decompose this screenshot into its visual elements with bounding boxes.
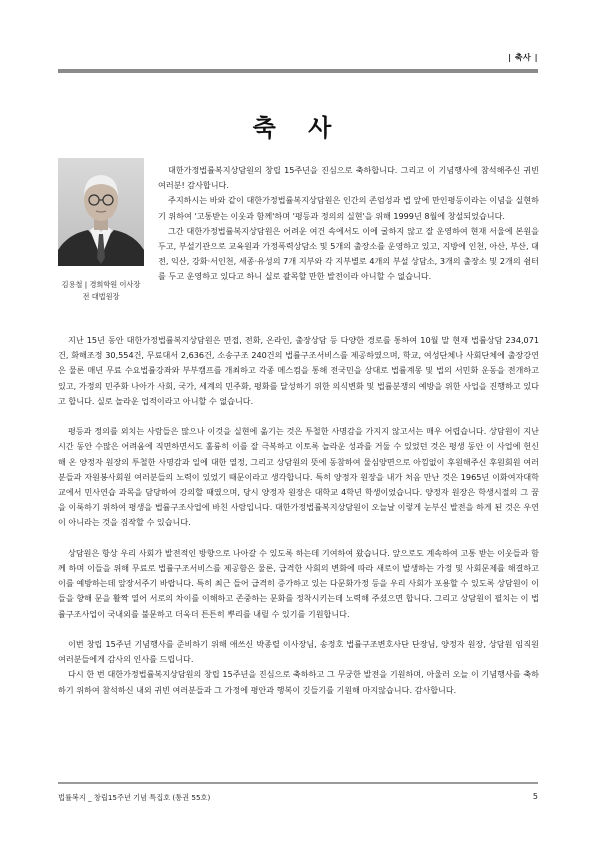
- intro-text: [158, 163, 539, 285]
- body-text: [58, 333, 539, 698]
- body-paragraph: 다시 한 번 대한가정법률복지상담원의 창립 15주년을 진심으로 축하하고 그 무궁한 발전을 기원하며, 아울러 오늘 이 기념행사를 축하하기 위하여 참석하신 내외 귀빈 여러분들과 그 가정에 평안과 행복이 깃들기를 기원해 마지않습니다. 감사합니다.: [58, 669, 539, 695]
- page-title: 축 사: [252, 113, 344, 142]
- intro-paragraph: 그간 대한가정법률복지상담원은 어려운 여건 속에서도 이에 굴하지 않고 잘 운영하여 현재 서울에 본원을 두고, 부설기관으로 교육원과 가정폭력상담소 및 5개의 출장소를 운영하고 있고, 지방에 인천, 아산, 부산, 대전, 익산, 강화·서인천, 세종·유성의 7개 지부와 각 지부별로 4개의 부설 상담소, 3개의 출장소 및 2개의 쉼터를 두고 운영하고 있다고 하니 실로 괄목할 만한 발전이라 아니할 수 없습니다.: [158, 225, 539, 282]
- page-number: 5: [532, 792, 538, 801]
- footer-publication: 법률복지 _ 창립15주년 기념 특집호 (통권 55호): [58, 793, 211, 802]
- body-paragraph: 상담원은 항상 우리 사회가 발전적인 방향으로 나아갈 수 있도록 하는데 기여하여 왔습니다. 앞으로도 계속하여 고통 받는 이웃들과 함께 하며 이들을 위해 무료로 법률구조서비스를 제공함은 물론, 급격한 사회의 변화에 따라 새로이 발생하는 가정 및 사회문제를 해결하고 이를 예방하는데 앞장서주기 바랍니다. 특히 최근 들어 급격히 증가하고 있는 다문화가정 등을 우리 사회가 포용할 수 있도록 상담원이 이들을 향해 문을 활짝 열어 서로의 차이를 이해하고 존중하는 문화를 정착시키는데 노력해 주셨으면 합니다. 그리고 상담원이 펼치는 이 법률구조사업이 국내외를 불문하고 더욱더 튼튼히 뿌리를 내릴 수 있기를 기원합니다.: [58, 547, 539, 619]
- author-portrait-image: [58, 158, 144, 266]
- author-name-title: 김용철 | 경희학원 이사장: [61, 280, 141, 289]
- author-former-title: 전 대법원장: [82, 292, 120, 301]
- author-photo: [58, 158, 144, 266]
- body-paragraph: 이번 창립 15주년 기념행사를 준비하기 위해 애쓰신 박종렬 이사장님, 송정호 법률구조변호사단 단장님, 양정자 원장, 상담원 임직원 여러분들에게 감사의 인사를 드립니다.: [58, 639, 539, 665]
- author-caption: [58, 279, 144, 303]
- footer-rule: [58, 782, 538, 784]
- body-paragraph: 평등과 정의를 외치는 사람들은 많으나 이것을 실현에 옮기는 것은 투철한 사명감을 가지지 않고서는 매우 어렵습니다. 상담원이 지난 시간 동안 수많은 어려움에 직면하면서도 훌륭히 이를 잘 극복하고 이토록 놀라운 성과를 거둘 수 있었던 것은 평생 동안 이 사업에 헌신해 온 양정자 원장의 투철한 사명감과 일에 대한 열정, 그리고 상담원의 뜻에 동참하여 물심양면으로 아낌없이 후원해주신 후원회원 여러분들과 자원봉사회원 여러분들의 노력이 있었기 때문이라고 생각합니다. 특히 양정자 원장을 내가 처음 만난 것은 1965년 이화여자대학교에서 민사연습 과목을 담당하여 강의할 때였으며, 당시 양정자 원장은 대학교 4학년 학생이었습니다. 양정자 원장은 학생시절의 그 꿈을 이룩하기 위하여 평생을 법률구조사업에 바친 사람입니다. 대한가정법률복지상담원이 오늘날 이렇게 눈부신 발전을 하게 된 것은 우연이 아니라는 것을 짐작할 수 있습니다.: [58, 426, 539, 528]
- header-rule: [58, 69, 538, 73]
- section-tag: | 축사 |: [508, 53, 538, 62]
- intro-paragraph: 주지하시는 바와 같이 대한가정법률복지상담원은 인간의 존엄성과 법 앞에 만인평등이라는 이념을 실현하기 위하여 '고통받는 이웃과 함께'하며 '평등과 정의의 실현'을 위해 1999년 8월에 창설되었습니다.: [158, 195, 539, 221]
- intro-paragraph: 대한가정법률복지상담원의 창립 15주년을 진심으로 축하합니다. 그리고 이 기념행사에 참석해주신 귀빈 여러분! 감사합니다.: [158, 165, 539, 191]
- body-paragraph: 지난 15년 동안 대한가정법률복지상담원은 면접, 전화, 온라인, 출장상담 등 다양한 경로를 통하여 10월 말 현재 법률상담 234,071건, 화해조정 30,554건, 무료대서 2,636건, 소송구조 240건의 법률구조서비스를 제공하였으며, 학교, 여성단체나 사회단체에 출장강연은 물론 매년 무료 수요법률강좌와 부부캠프를 개최하고 각종 메스컴을 통해 전국민을 상대로 법률계몽 및 법의 서민화 운동을 전개하고 있고, 가정의 민주화 나아가 사회, 국가, 세계의 민주화, 평화를 달성하기 위한 의식변화 및 법률분쟁의 예방을 위한 사업을 진행하고 있다고 합니다. 실로 놀라운 업적이라고 아니할 수 없습니다.: [58, 335, 539, 406]
